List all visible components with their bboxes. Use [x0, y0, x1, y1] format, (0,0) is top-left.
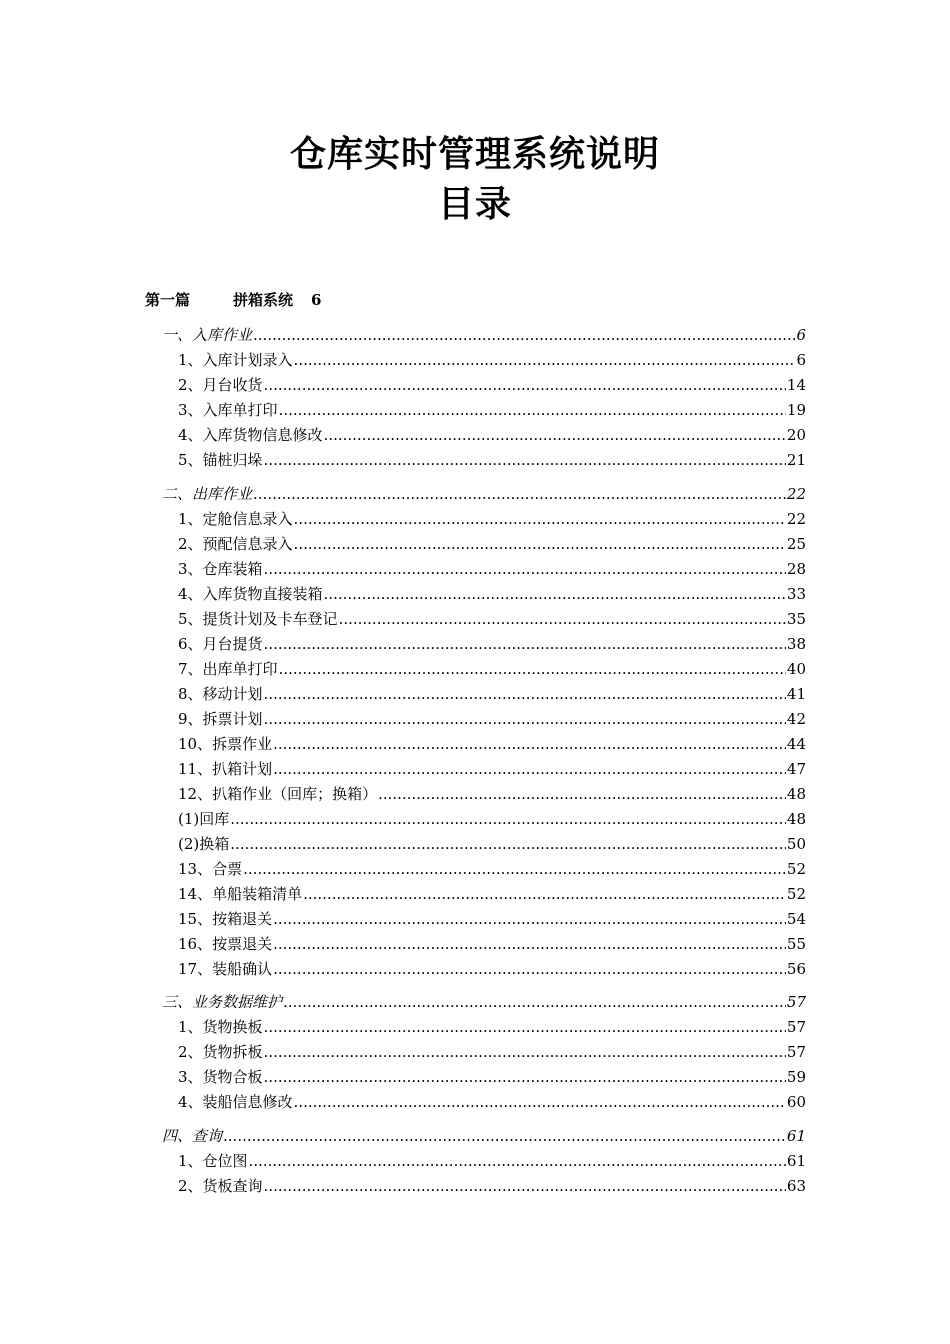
toc-item-entry[interactable] [178, 559, 806, 579]
toc-item-entry[interactable] [178, 425, 806, 445]
toc-entry-label: 4、入库货物直接装箱 [178, 585, 323, 603]
toc-dot-leader [339, 609, 786, 629]
toc-entry-page: 54 [786, 910, 806, 928]
toc-entry-page: 40 [786, 660, 806, 678]
toc-entry-page: 6 [796, 326, 806, 344]
toc-item-entry[interactable] [178, 709, 806, 729]
toc-entry-page: 56 [786, 960, 806, 978]
toc-entry-label: 17、装船确认 [178, 960, 273, 978]
toc-entry-label: 4、入库货物信息修改 [178, 426, 323, 444]
part-title: 拼箱系统 [233, 291, 294, 309]
toc-entry-page: 44 [786, 735, 806, 753]
toc-entry-label: 2、货板查询 [178, 1177, 263, 1195]
toc-entry-label: 3、入库单打印 [178, 401, 278, 419]
toc-dot-leader [324, 584, 786, 604]
toc-dot-leader [279, 400, 786, 420]
toc-dot-leader [279, 659, 786, 679]
toc-dot-leader [273, 759, 786, 779]
toc-dot-leader [264, 559, 786, 579]
toc-item-entry[interactable] [178, 659, 806, 679]
toc-item-entry[interactable] [178, 609, 806, 629]
toc-entry-page: 33 [786, 585, 806, 603]
toc-entry-label: 1、仓位图 [178, 1152, 248, 1170]
toc-dot-leader [264, 375, 786, 395]
toc-dot-leader [230, 809, 786, 829]
toc-dot-leader [273, 734, 786, 754]
toc-item-entry[interactable] [178, 809, 806, 829]
toc-entry-page: 52 [786, 885, 806, 903]
toc-entry-label: 11、扒箱计划 [178, 760, 273, 778]
toc-dot-leader [378, 784, 786, 804]
toc-dot-leader [264, 709, 786, 729]
toc-dot-leader [273, 909, 786, 929]
toc-item-entry[interactable] [178, 1151, 806, 1171]
toc-item-entry[interactable] [178, 1176, 806, 1196]
toc-dot-leader [283, 992, 786, 1012]
toc-entry-label: 2、货物拆板 [178, 1043, 263, 1061]
toc-item-entry[interactable] [178, 834, 806, 854]
toc-item-entry[interactable] [178, 959, 806, 979]
toc-entry-label: 5、锚桩归垛 [178, 451, 263, 469]
toc-entry-page: 57 [786, 1043, 806, 1061]
toc-dot-leader [294, 509, 786, 529]
toc-dot-leader [253, 325, 795, 345]
toc-item-entry[interactable] [178, 584, 806, 604]
toc-entry-page: 25 [786, 535, 806, 553]
toc-entry-label: 9、拆票计划 [178, 710, 263, 728]
toc-item-entry[interactable] [178, 859, 806, 879]
toc-dot-leader [230, 834, 786, 854]
toc-entry-page: 6 [796, 351, 806, 369]
toc-entry-page: 22 [786, 510, 806, 528]
toc-dot-leader [264, 634, 786, 654]
toc-item-entry[interactable] [178, 450, 806, 470]
toc-dot-leader [264, 1017, 786, 1037]
toc-section-entry[interactable] [162, 1126, 806, 1146]
toc-dot-leader [294, 350, 796, 370]
toc-dot-leader [324, 425, 786, 445]
toc-entry-label: 16、按票退关 [178, 935, 273, 953]
toc-item-entry[interactable] [178, 634, 806, 654]
toc-entry-page: 50 [786, 835, 806, 853]
toc-dot-leader [294, 1092, 786, 1112]
toc-dot-leader [273, 934, 786, 954]
toc-section-entry[interactable] [162, 325, 806, 345]
toc-entry-page: 14 [786, 376, 806, 394]
toc-item-entry[interactable] [178, 684, 806, 704]
toc-item-entry[interactable] [178, 509, 806, 529]
toc-item-entry[interactable] [178, 934, 806, 954]
toc-entry-page: 41 [786, 685, 806, 703]
toc-entry-page: 19 [786, 401, 806, 419]
toc-entry-page: 61 [786, 1152, 806, 1170]
toc-dot-leader [264, 1067, 786, 1087]
toc-dot-leader [303, 884, 786, 904]
toc-entry-label: 3、货物合板 [178, 1068, 263, 1086]
toc-entry-label: 三、业务数据维护 [162, 993, 283, 1011]
toc-entry-label: (2)换箱 [178, 835, 230, 853]
toc-dot-leader [264, 684, 786, 704]
toc-entry-page: 55 [786, 935, 806, 953]
toc-entry-label: 2、预配信息录入 [178, 535, 293, 553]
toc-entry-label: 14、单船装箱清单 [178, 885, 303, 903]
toc-dot-leader [223, 1126, 786, 1146]
toc-entry-page: 28 [786, 560, 806, 578]
toc-dot-leader [264, 1176, 786, 1196]
toc-entry-page: 20 [786, 426, 806, 444]
part-page: 6 [311, 291, 322, 309]
toc-entry-label: 1、入库计划录入 [178, 351, 293, 369]
toc-entry-page: 22 [786, 485, 806, 503]
toc-entry-label: 6、月台提货 [178, 635, 263, 653]
toc-entry-label: 10、拆票作业 [178, 735, 273, 753]
toc-entry-label: 1、货物换板 [178, 1018, 263, 1036]
toc-dot-leader [294, 534, 786, 554]
toc-entry-page: 35 [786, 610, 806, 628]
toc-entry-label: 13、合票 [178, 860, 243, 878]
toc-dot-leader [273, 959, 786, 979]
toc-entry-label: 5、提货计划及卡车登记 [178, 610, 338, 628]
toc-dot-leader [253, 484, 786, 504]
toc-section-entry[interactable] [162, 992, 806, 1012]
toc-entry-label: 1、定舱信息录入 [178, 510, 293, 528]
toc-entry-label: 二、出库作业 [162, 485, 253, 503]
toc-entry-page: 63 [786, 1177, 806, 1195]
toc-dot-leader [264, 1042, 786, 1062]
part-name: 第一篇 [145, 291, 191, 309]
toc-dot-leader [243, 859, 786, 879]
toc-item-entry[interactable] [178, 534, 806, 554]
toc-entry-label: 8、移动计划 [178, 685, 263, 703]
toc-item-entry[interactable] [178, 1017, 806, 1037]
document-title: 仓库实时管理系统说明 [289, 133, 660, 175]
toc-entry-page: 21 [786, 451, 806, 469]
toc-entry-page: 38 [786, 635, 806, 653]
toc-item-entry[interactable] [178, 909, 806, 929]
toc-entry-page: 57 [786, 1018, 806, 1036]
toc-item-entry[interactable] [178, 784, 806, 804]
toc-entry-page: 48 [786, 810, 806, 828]
toc-entry-page: 47 [786, 760, 806, 778]
toc-entry-label: 15、按箱退关 [178, 910, 273, 928]
toc-entry-label: 4、装船信息修改 [178, 1093, 293, 1111]
toc-dot-leader [249, 1151, 786, 1171]
toc-entry-page: 42 [786, 710, 806, 728]
toc-item-entry[interactable] [178, 350, 806, 370]
toc-entry-page: 57 [786, 993, 806, 1011]
toc-item-entry[interactable] [178, 375, 806, 395]
toc-item-entry[interactable] [178, 1042, 806, 1062]
toc-entry-page: 48 [786, 785, 806, 803]
toc-entry-label: 四、查询 [162, 1127, 223, 1145]
toc-item-entry[interactable] [178, 759, 806, 779]
toc-entry-label: 一、入库作业 [162, 326, 253, 344]
toc-entry-page: 59 [786, 1068, 806, 1086]
toc-item-entry[interactable] [178, 884, 806, 904]
part-heading[interactable] [145, 290, 321, 310]
toc-item-entry[interactable] [178, 734, 806, 754]
toc-entry-label: 3、仓库装箱 [178, 560, 263, 578]
toc-item-entry[interactable] [178, 1067, 806, 1087]
toc-section-entry[interactable] [162, 484, 806, 504]
toc-dot-leader [264, 450, 786, 470]
toc-item-entry[interactable] [178, 400, 806, 420]
toc-entry-label: (1)回库 [178, 810, 230, 828]
toc-entry-page: 61 [786, 1127, 806, 1145]
toc-heading: 目录 [437, 183, 512, 225]
toc-entry-page: 60 [786, 1093, 806, 1111]
toc-entry-label: 2、月台收货 [178, 376, 263, 394]
toc-entry-label: 12、扒箱作业（回库；换箱） [178, 785, 378, 803]
toc-entry-label: 7、出库单打印 [178, 660, 278, 678]
toc-entry-page: 52 [786, 860, 806, 878]
toc-item-entry[interactable] [178, 1092, 806, 1112]
